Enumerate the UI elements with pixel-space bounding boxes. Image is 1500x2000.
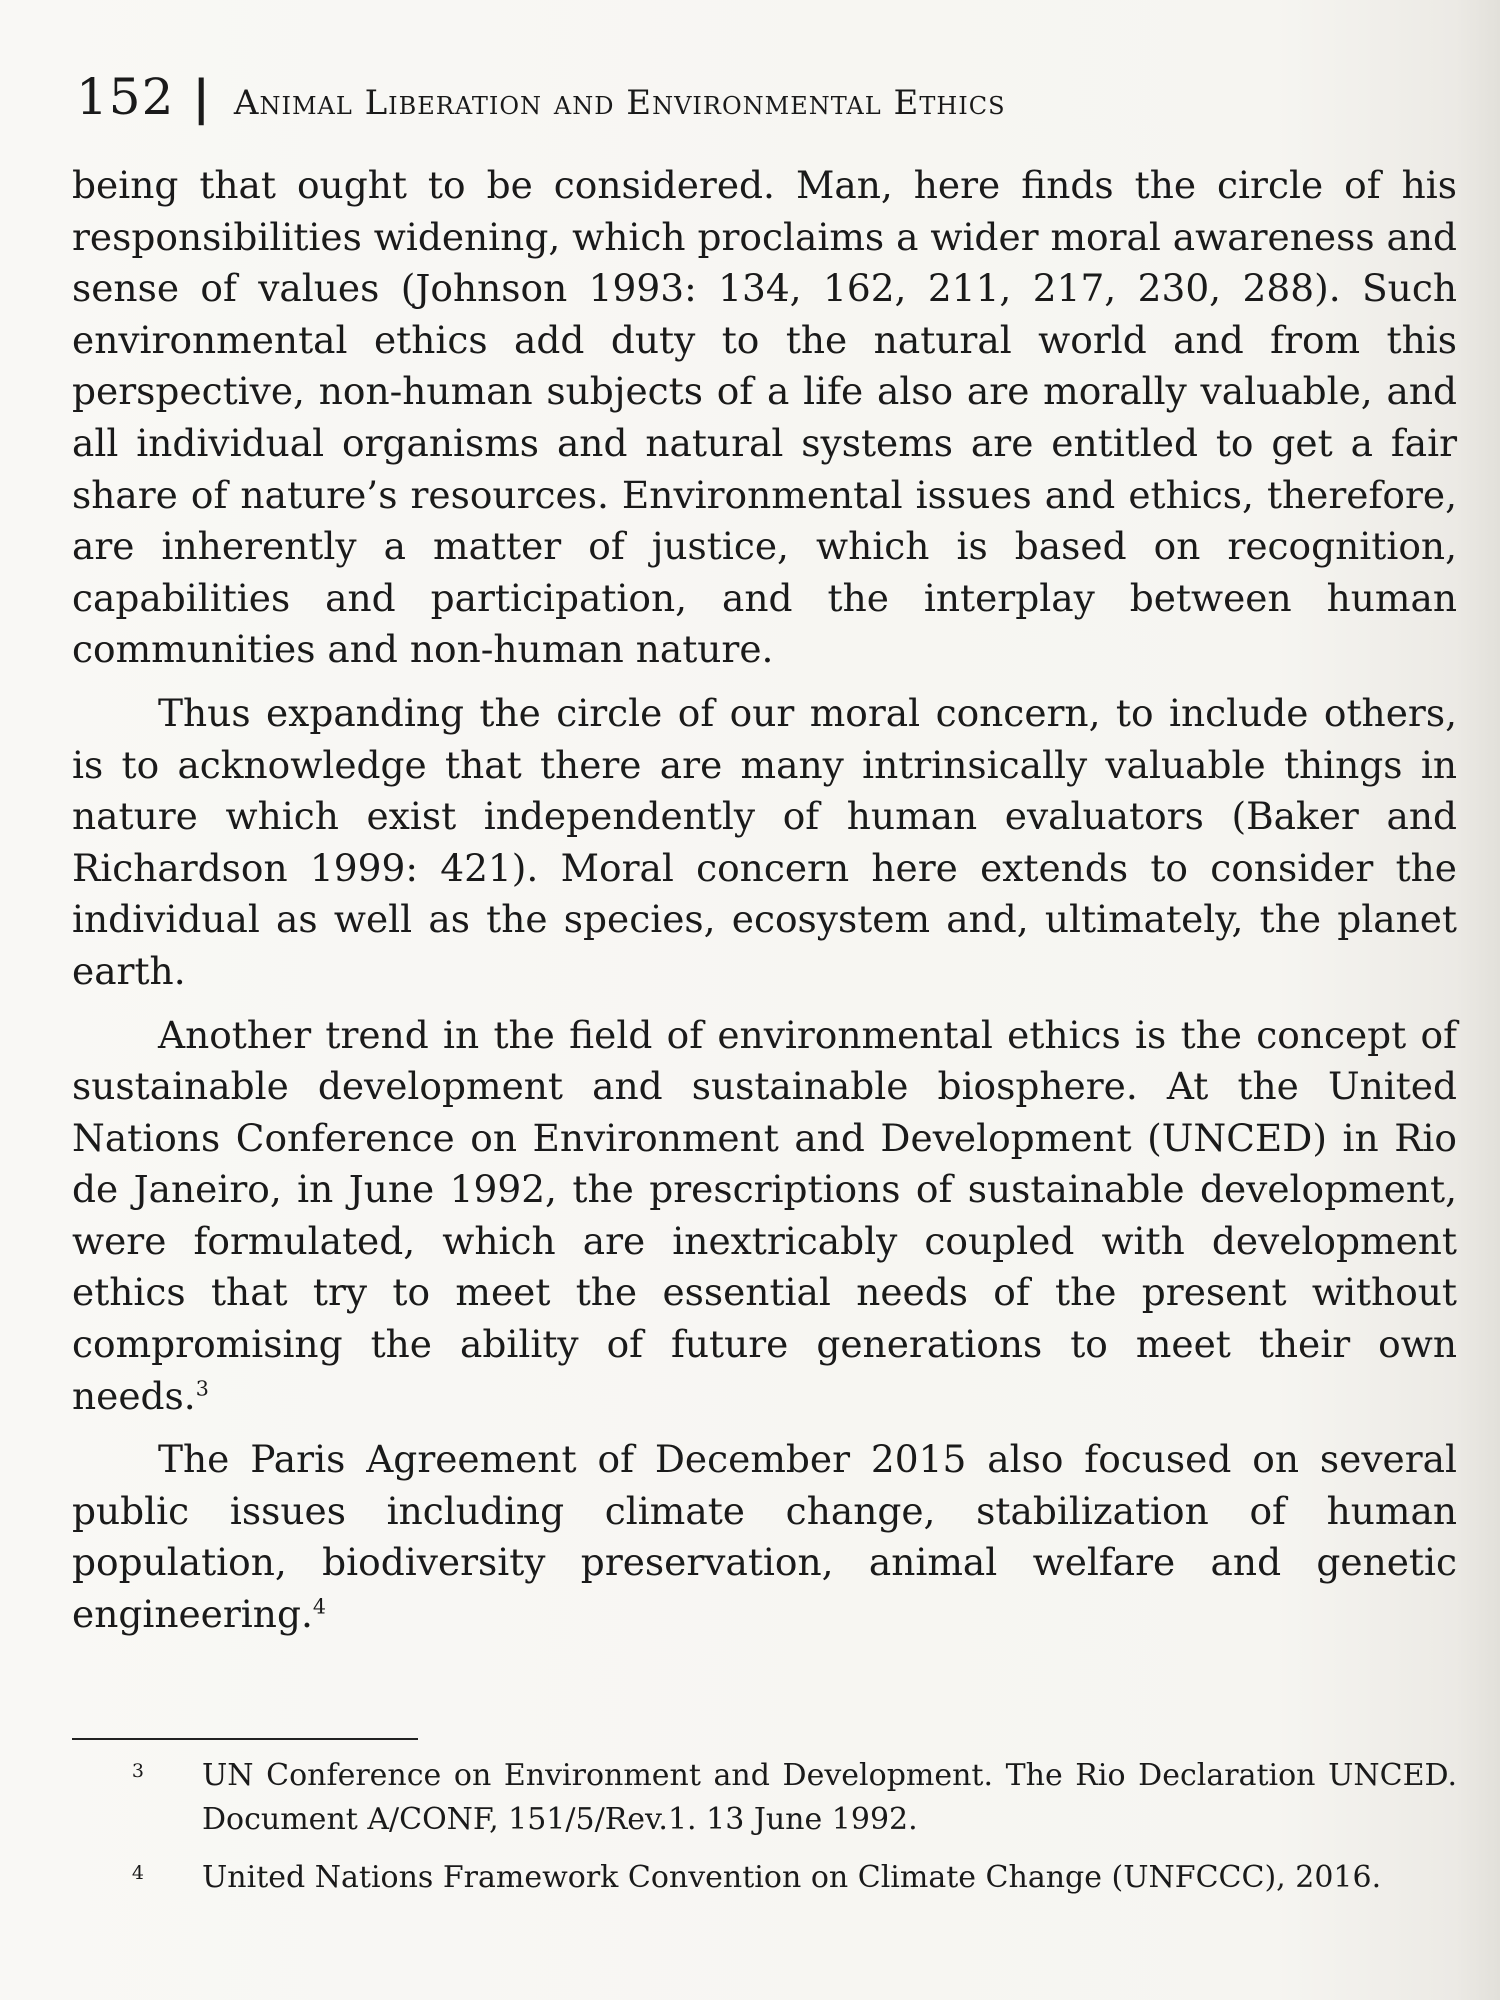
footnote-mark: 4 bbox=[131, 1862, 144, 1884]
header-separator: | bbox=[192, 70, 210, 126]
paragraph: Thus expanding the circle of our moral concern, to include others, is to acknowledge that there are many intrinsically valuable things in nature which exist independently of human evaluators (Baker and Richardson 1999: 421). Moral concern here extends to consider the individual as well as the species, ecosystem and, ultimately, the planet earth. bbox=[72, 690, 1457, 993]
page-number: 152 bbox=[76, 68, 175, 126]
paragraph-text: Another trend in the field of environmental ethics is the concept of sustainable development and sustainable biosphere. At the United Nations Conference on Environment and Development (UNCED) in Rio de Janeiro, in June 1992, the prescriptions of sustainable development, were formulated, which are inextricably coupled with development ethics that try to meet the essential needs of the present without compromising the ability of future generations to meet their own needs. bbox=[72, 1012, 1457, 1418]
footnote-ref-4[interactable]: 4 bbox=[312, 1594, 327, 1619]
paragraph bbox=[72, 1010, 1457, 1423]
footnote-ref-3[interactable]: 3 bbox=[195, 1376, 209, 1401]
body-text bbox=[72, 160, 1457, 1653]
footnote-text: United Nations Framework Convention on Climate Change (UNFCCC), 2016. bbox=[202, 1860, 1382, 1895]
footnote-mark: 3 bbox=[131, 1760, 144, 1782]
page-header bbox=[76, 68, 1456, 126]
footnote-rule bbox=[72, 1738, 418, 1740]
footnote-4 bbox=[72, 1856, 1457, 1900]
footnotes bbox=[72, 1754, 1457, 1914]
footnote-text: UN Conference on Environment and Development. The Rio Declaration UNCED. Document A/CONF, 151/5/Rev.1. 13 June 1992. bbox=[202, 1758, 1457, 1837]
paragraph bbox=[72, 1434, 1457, 1640]
running-title: Animal Liberation and Environmental Ethics bbox=[233, 83, 1006, 123]
footnote-3 bbox=[72, 1754, 1457, 1842]
paragraph-text: The Paris Agreement of December 2015 also focused on several public issues including climate change, stabilization of human population, biodiversity preservation, animal welfare and genetic engineering. bbox=[72, 1437, 1457, 1637]
paragraph: being that ought to be considered. Man, here finds the circle of his responsibilities widening, which proclaims a wider moral awareness and sense of values (Johnson 1993: 134, 162, 211, 217, 230, 288). Such environmental ethics add duty to the natural world and from this perspective, non-human subjects of a life also are morally valuable, and all individual organisms and natural systems are entitled to get a fair share of nature’s resources. Environmental issues and ethics, therefore, are inherently a matter of justice, which is based on recognition, capabilities and participation, and the interplay between human communities and non-human nature. bbox=[72, 163, 1458, 672]
